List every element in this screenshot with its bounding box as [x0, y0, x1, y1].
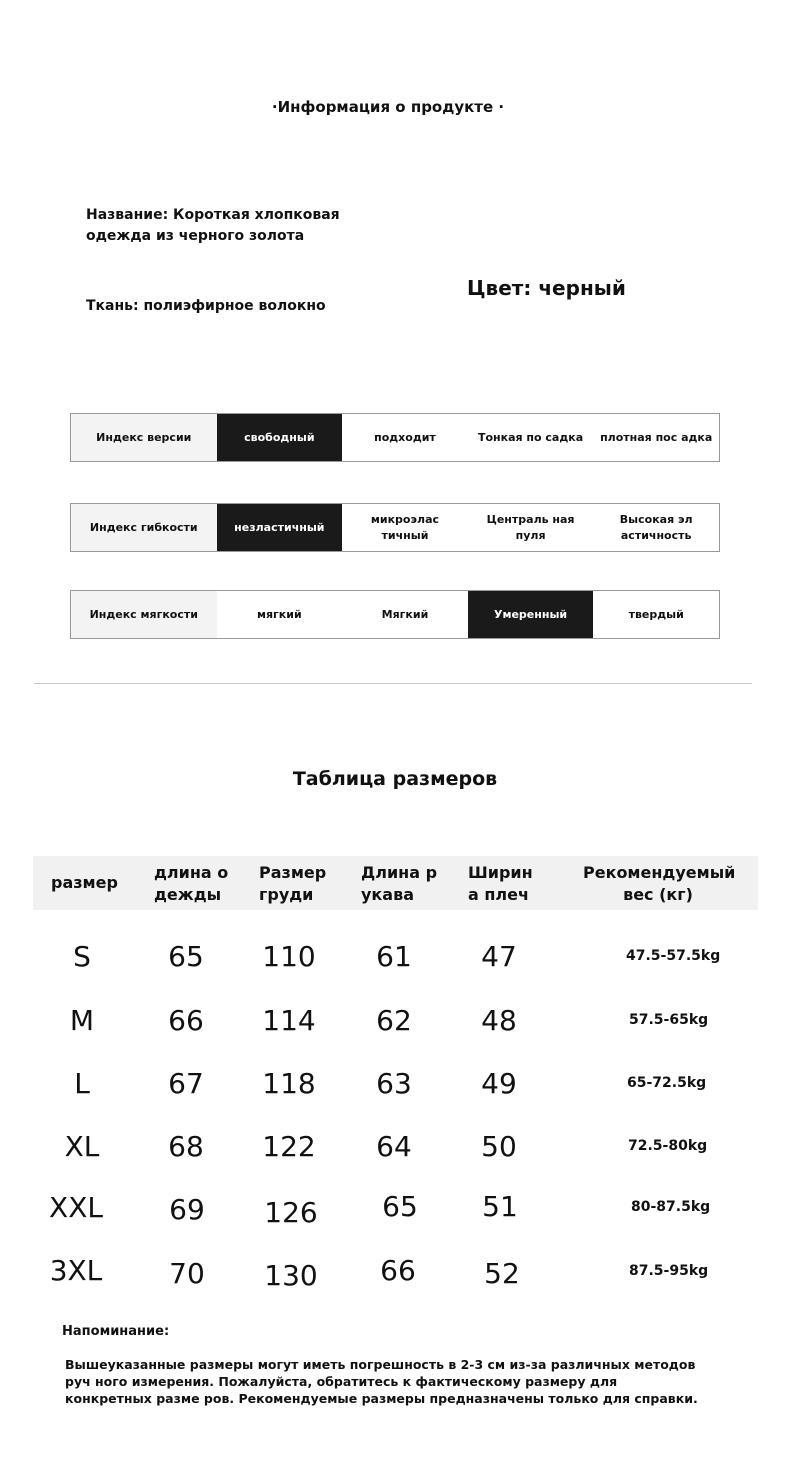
cell-sleeve: 66 [380, 1254, 416, 1287]
cell-sleeve: 63 [376, 1067, 412, 1100]
cell-length: 68 [168, 1130, 204, 1163]
fit-index-row [70, 413, 720, 462]
cell-shoulder: 50 [481, 1130, 517, 1163]
fit-index-option: свободный [217, 414, 343, 461]
cell-size: 3XL [49, 1254, 103, 1287]
cell-sleeve: 65 [382, 1190, 418, 1223]
cell-shoulder: 51 [482, 1190, 518, 1223]
cell-size: M [69, 1004, 95, 1037]
cell-chest: 110 [262, 940, 316, 973]
cell-chest: 122 [262, 1130, 316, 1163]
softness-index-option: Мягкий [381, 607, 429, 621]
elasticity-index-option: Высокая эл астичность [619, 512, 693, 542]
product-info-title: ·Информация о продукте · [271, 98, 505, 116]
cell-length: 65 [168, 940, 204, 973]
cell-shoulder: 52 [484, 1257, 520, 1290]
fit-index-label: Индекс версии [71, 414, 217, 461]
cell-weight: 80-87.5kg [631, 1199, 711, 1215]
cell-chest: 114 [262, 1004, 316, 1037]
size-chart-title: Таблица размеров [292, 768, 498, 790]
cell-chest: 130 [264, 1259, 318, 1292]
softness-index-option: Умеренный [468, 591, 594, 638]
elasticity-index-option: Централь ная пуля [486, 512, 575, 542]
cell-chest: 118 [262, 1067, 316, 1100]
elasticity-index-option: микроэлас тичный [370, 512, 440, 542]
cell-chest: 126 [264, 1196, 318, 1229]
header-size: размер [51, 873, 118, 892]
cell-length: 70 [169, 1257, 205, 1290]
cell-size: XL [64, 1130, 100, 1163]
cell-sleeve: 62 [376, 1004, 412, 1037]
reminder-text: Вышеуказанные размеры могут иметь погрешность в 2-3 см из-за различных методов руч ного измерения. Пожалуйста, обратитесь к фактическому размеру для конкретных разме ров. Рекомендуемые размеры предназначены только для справки. [65, 1357, 698, 1406]
cell-weight: 47.5-57.5kg [626, 948, 721, 964]
header-weight: Рекомендуемый вес (кг) [583, 863, 736, 904]
cell-sleeve: 61 [376, 940, 412, 973]
softness-index-label: Индекс мягкости [71, 591, 217, 638]
elasticity-index-label: Индекс гибкости [71, 504, 217, 551]
fit-index-option: плотная пос адка [600, 430, 713, 444]
reminder-title: Напоминание: [62, 1324, 170, 1339]
fit-index-option: подходит [374, 430, 436, 444]
header-chest: Размер груди [259, 863, 327, 904]
elasticity-index-option: незластичный [217, 504, 343, 551]
elasticity-index-row [70, 503, 720, 552]
section-divider [34, 683, 752, 684]
softness-index-option: мягкий [257, 607, 302, 621]
cell-weight: 87.5-95kg [629, 1263, 709, 1279]
header-shoulder: Ширин а плеч [468, 863, 533, 904]
product-fabric: Ткань: полиэфирное волокно [86, 298, 326, 314]
cell-shoulder: 49 [481, 1067, 517, 1100]
cell-sleeve: 64 [376, 1130, 412, 1163]
cell-length: 69 [169, 1193, 205, 1226]
softness-index-row [70, 590, 720, 639]
header-length: длина о дежды [154, 863, 229, 904]
fit-index-option: Тонкая по садка [477, 430, 584, 444]
cell-size: S [73, 940, 91, 973]
cell-weight: 65-72.5kg [627, 1075, 707, 1091]
cell-length: 67 [168, 1067, 204, 1100]
cell-length: 66 [168, 1004, 204, 1037]
cell-shoulder: 48 [481, 1004, 517, 1037]
product-color: Цвет: черный [467, 276, 626, 300]
cell-shoulder: 47 [481, 940, 517, 973]
cell-size: XXL [49, 1191, 103, 1224]
cell-size: L [74, 1067, 90, 1100]
softness-index-option: твердый [628, 607, 684, 621]
product-name: Название: Короткая хлопковая одежда из черного золота [86, 207, 340, 244]
header-sleeve: Длина р укава [361, 863, 438, 904]
cell-weight: 57.5-65kg [629, 1012, 709, 1028]
cell-weight: 72.5-80kg [628, 1138, 708, 1154]
